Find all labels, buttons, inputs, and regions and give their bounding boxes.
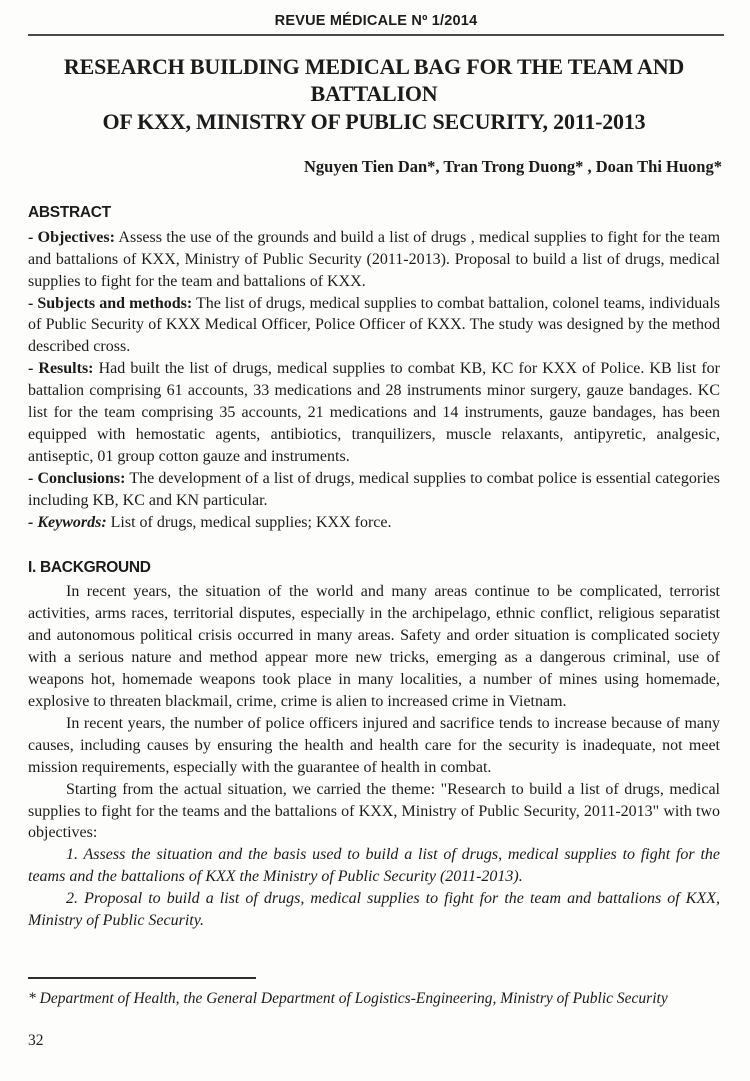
abstract-objectives-text: Assess the use of the grounds and build a list of drugs , medical supplies to fight for the team and battalions of KXX, Ministry of Public Security (2011-2013). Proposal to build a list of drugs, medical supplies to fight for the team and battalions of KXX. (28, 228, 721, 290)
journal-title: REVUE MÉDICALE Nº 1/2014 (274, 13, 478, 29)
abstract-results (28, 358, 720, 468)
objective-1: 1. Assess the situation and the basis used to build a list of drugs, medical supplies to fight for the teams and the battalions of KXX the Ministry of Public Security (2011-2013). (28, 846, 720, 886)
background-heading: I. BACKGROUND (28, 559, 151, 577)
article-title-line-2: OF KXX, MINISTRY OF PUBLIC SECURITY, 2011-2013 (102, 108, 646, 134)
abstract-keywords-label: - Keywords: (28, 513, 107, 531)
abstract-conclusions-text: The development of a list of drugs, medical supplies to combat police is essential categories including KB, KC and KN particular. (28, 469, 720, 509)
background-paragraph-2: In recent years, the number of police officers injured and sacrifice tends to increase because of many causes, including causes by ensuring the health and health care for the security is inadequate, not meet mission requirements, especially with the guarantee of health in combat. (28, 714, 720, 776)
footnote-rule (28, 977, 256, 979)
abstract-results-label: - Results: (28, 360, 94, 378)
article-title-line-1: RESEARCH BUILDING MEDICAL BAG FOR THE TEAM AND BATTALION (63, 54, 685, 107)
abstract-subjects-methods (28, 293, 720, 359)
abstract-subjects-methods-text: The list of drugs, medical supplies to combat battalion, colonel teams, individuals of Public Security of KXX Medical Officer, Police Officer of KXX. The study was designed by the method described cross. (28, 294, 721, 356)
abstract-objectives (28, 227, 720, 293)
abstract-objectives-label: - Objectives: (28, 228, 115, 246)
background-section (0, 559, 750, 932)
abstract-keywords-text: List of drugs, medical supplies; KXX force. (110, 513, 392, 531)
abstract-keywords (28, 512, 720, 534)
footnote-text: * Department of Health, the General Department of Logistics-Engineering, Ministry of Public Security (28, 990, 668, 1007)
authors-line: Nguyen Tien Dan*, Tran Trong Duong* , Doan Thi Huong* (304, 156, 722, 176)
background-paragraph-1: In recent years, the situation of the world and many areas continue to be complicated, terrorist activities, arms races, territorial disputes, especially in the archipelago, ethnic conflict, religious separatist and autonomous political crisis occurred in many areas. Safety and order situation is complicated society with a serious nature and method appear more new tricks, emerging as a dangerous criminal, use of weapons hot, homemade weapons took place in many localities, a number of mines using homemade, explosive to threaten blackmail, crime, crime is alien to increased crime in Vietnam. (28, 583, 720, 711)
background-paragraph-3: Starting from the actual situation, we carried the theme: "Research to build a list of drugs, medical supplies to fight for the teams and the battalions of KXX, Ministry of Public Security, 2011-2013" with two objectives: (28, 780, 720, 842)
objective-2: 2. Proposal to build a list of drugs, medical supplies to fight for the team and battalions of KXX, Ministry of Public Security. (28, 890, 720, 930)
abstract-heading: ABSTRACT (28, 203, 111, 221)
abstract-conclusions (28, 468, 720, 512)
abstract-subjects-methods-label: - Subjects and methods: (28, 294, 193, 312)
article-title (28, 53, 720, 135)
abstract-section (0, 204, 750, 534)
abstract-conclusions-label: - Conclusions: (28, 469, 126, 487)
journal-header (28, 0, 724, 36)
footnote-block (28, 977, 720, 1008)
page-number: 32 (28, 1032, 44, 1049)
abstract-results-text: Had built the list of drugs, medical supplies to combat KB, KC for KXX of Police. KB list for battalion comprising 61 accounts, 33 medications and 28 instruments minor surgery, gauze bandages. KC list for the team comprising 35 accounts, 21 medications and 14 instruments, gauze bandages, has been equipped with hemostatic agents, antibiotics, tranquilizers, muscle relaxants, antipyretic, analgesic, antiseptic, 01 group cotton gauze and instruments. (28, 360, 721, 465)
